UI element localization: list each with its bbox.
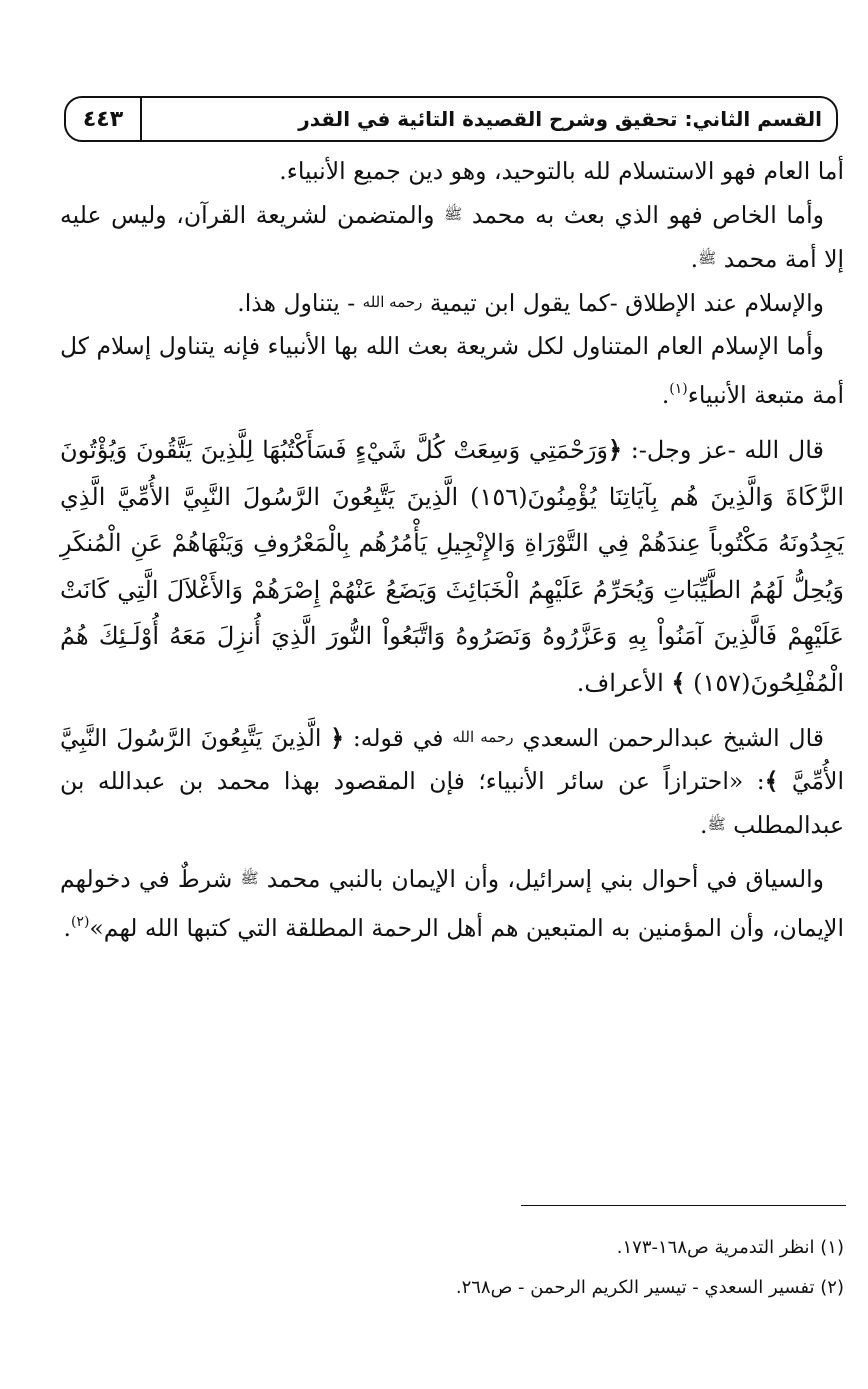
- honorific-mark: ﷺ: [698, 249, 717, 267]
- punctuation: :: [756, 767, 765, 795]
- paragraph-text: أما العام فهو الاستسلام لله بالتوحيد، وهو دين جميع الأنبياء.: [279, 157, 844, 185]
- honorific-mark: ﷺ: [444, 205, 463, 223]
- paragraph-text: والسياق في أحوال بني إسرائيل، وأن الإيمان بالنبي محمد: [266, 865, 824, 893]
- punctuation: .: [661, 381, 670, 409]
- quran-quote-paragraph: [60, 427, 844, 706]
- running-header: [64, 96, 838, 142]
- paragraph-saadi-commentary: [60, 716, 844, 847]
- paragraph-general-islam: [60, 150, 844, 193]
- honorific-mark: رحمه الله: [362, 293, 423, 311]
- paragraph-specific-islam: [60, 193, 844, 281]
- honorific-mark: ﷺ: [240, 869, 259, 887]
- punctuation: .: [700, 811, 708, 839]
- paragraph-text: «احترازاً عن سائر الأنبياء؛ فإن المقصود بهذا محمد بن عبدالله بن عبدالمطلب: [60, 767, 844, 839]
- surah-name: الأعراف.: [576, 668, 664, 697]
- paragraph-text: وأما الإسلام العام المتناول لكل شريعة بعث الله بها الأنبياء فإنه يتناول إسلام كل أمة متبعة الأنبياء: [60, 332, 844, 409]
- paragraph-text: قال الشيخ عبدالرحمن السعدي: [522, 724, 824, 752]
- paragraph-text: وأما الخاص فهو الذي بعث به محمد: [471, 201, 824, 229]
- ornate-bracket-close: ﴾: [671, 667, 686, 697]
- paragraph-text: - يتناول هذا.: [237, 289, 356, 317]
- punctuation: .: [690, 245, 699, 273]
- footnote-1: (١) انظر التدمرية ص١٦٨-١٧٣.: [616, 1237, 844, 1258]
- paragraph-ibn-taymiyyah: [60, 281, 844, 325]
- footnote-divider: [521, 1205, 846, 1206]
- quran-quote: الَّذِينَ يَتَّبِعُونَ الرَّسُولَ النَّبِيَّ الأُمِّيَّ: [60, 724, 844, 795]
- paragraph-text: في قوله:: [352, 724, 444, 752]
- paragraph-general-islam-scope: [60, 325, 844, 417]
- ornate-bracket-open: ﴿: [608, 435, 623, 464]
- footnote-2: (٢) تفسير السعدي - تيسير الكريم الرحمن - ص٢٦٨.: [455, 1277, 844, 1298]
- paragraph-text: والإسلام عند الإطلاق -كما يقول ابن تيمية: [429, 289, 824, 317]
- main-text: [60, 150, 844, 950]
- quran-verse: وَرَحْمَتِي وَسِعَتْ كُلَّ شَيْءٍ فَسَأَكْتُبُهَا لِلَّذِينَ يَتَّقُونَ وَيُؤْتُونَ الزَّكَاةَ وَالَّذِينَ هُم بِآيَاتِنَا يُؤْمِنُونَ(١٥٦) الَّذِينَ يَتَّبِعُونَ الرَّسُولَ النَّبِيَّ الأُمِّيَّ الَّذِي يَجِدُونَهُ مَكْتُوباً عِندَهُمْ فِي التَّوْرَاةِ وَالإِنْجِيلِ يَأْمُرُهُم بِالْمَعْرُوفِ وَيَنْهَاهُمْ عَنِ الْمُنكَرِ وَيُحِلُّ لَهُمُ الطَّيِّبَاتِ وَيُحَرِّمُ عَلَيْهِمُ الْخَبَائِثَ وَيَضَعُ عَنْهُمْ إِصْرَهُمْ وَالأَغْلاَلَ الَّتِي كَانَتْ عَلَيْهِمْ فَالَّذِينَ آمَنُواْ بِهِ وَعَزَّرُوهُ وَنَصَرُوهُ وَاتَّبَعُواْ النُّورَ الَّذِيَ أُنزِلَ مَعَهُ أُوْلَـئِكَ هُمُ الْمُفْلِحُونَ(١٥٧): [60, 436, 845, 697]
- page-number: ٤٤٣: [66, 98, 142, 140]
- punctuation: .: [63, 914, 71, 942]
- footnote-ref-1[interactable]: (١): [669, 381, 688, 397]
- honorific-mark: ﷺ: [707, 815, 726, 833]
- footnotes: [60, 1228, 844, 1308]
- ornate-bracket-open: ﴿: [330, 724, 345, 752]
- paragraph-text: والمتضمن لشريعة القرآن، وليس عليه إلا أمة محمد: [60, 201, 844, 273]
- footnote-ref-2[interactable]: (٢): [70, 914, 90, 930]
- header-title: القسم الثاني: تحقيق وشرح القصيدة التائية في القدر: [298, 107, 822, 131]
- quran-intro: قال الله -عز وجل-:: [630, 436, 825, 464]
- paragraph-text: شرطٌ في دخولهم الإيمان، وأن المؤمنين به المتبعين هم أهل الرحمة المطلقة التي كتبها الله لهم»: [60, 865, 844, 942]
- honorific-mark: رحمه الله: [452, 728, 514, 746]
- paragraph-context: [60, 857, 844, 950]
- ornate-bracket-close: ﴾: [764, 767, 779, 795]
